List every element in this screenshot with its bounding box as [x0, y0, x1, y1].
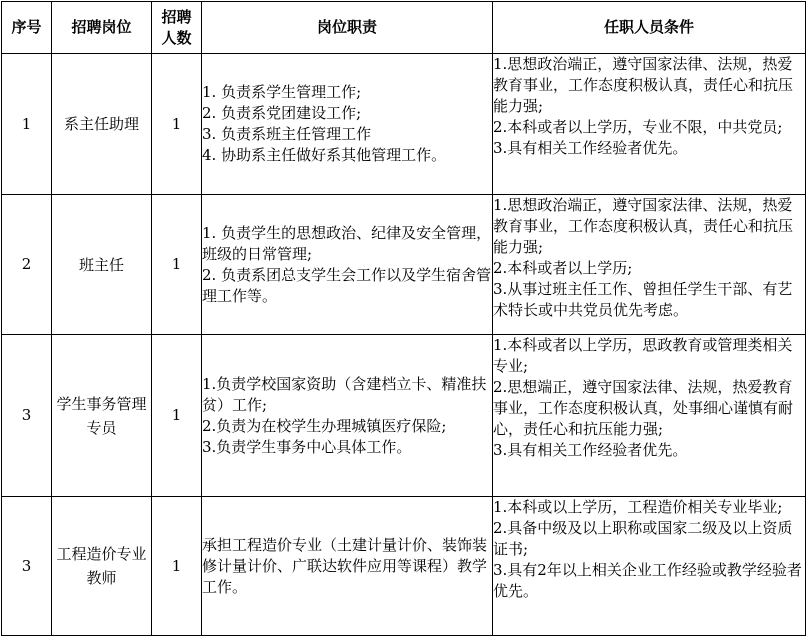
duty-item: 4. 协助系主任做好系其他管理工作。 — [202, 146, 447, 164]
requirement-item: 3.从事过班主任工作、曾担任学生干部、有艺术特长或中共党员优先考虑。 — [493, 280, 793, 319]
position-cell — [52, 54, 152, 195]
duty-item: 2.负责为在校学生办理城镇医疗保险; — [202, 416, 447, 435]
requirements-cell — [493, 54, 806, 195]
header-duties: 岗位职责 — [202, 2, 493, 54]
requirement-item: 3.具有2年以上相关企业工作经验或教学经验者优先。 — [493, 561, 802, 600]
requirement-item: 1.思想政治端正，遵守国家法律、法规，热爱教育事业，工作态度积极认真，责任心和抗压能力强; — [493, 55, 794, 115]
position-cell — [52, 335, 152, 497]
header-headcount-line2: 人数 — [161, 28, 192, 47]
requirement-item: 2.本科或者以上学历，专业不限，中共党员; — [493, 118, 783, 136]
duty-item: 2. 负责系党团建设工作; — [202, 104, 362, 122]
position-name: 系主任助理 — [63, 115, 139, 133]
serial-number-cell: 3 — [2, 335, 52, 497]
duty-item: 1.负责学校国家资助（含建档立卡、精准扶贫）工作; — [202, 374, 487, 414]
position-name: 班主任 — [78, 255, 124, 274]
position-cell — [52, 195, 152, 335]
header-serial-number: 序号 — [2, 2, 52, 54]
serial-number-cell: 2 — [2, 195, 52, 335]
serial-number-cell: 3 — [2, 497, 52, 636]
table-row — [2, 335, 806, 497]
requirement-item: 2.本科或者以上学历; — [493, 259, 633, 277]
duty-item: 2. 负责系团总支学生会工作以及学生宿舍管理工作等。 — [202, 265, 492, 305]
duties-cell — [202, 54, 493, 195]
duties-cell — [202, 335, 493, 497]
duty-item: 3. 负责系班主任管理工作 — [202, 125, 372, 143]
header-position: 招聘岗位 — [52, 2, 152, 54]
requirements-cell — [493, 335, 806, 497]
header-row — [2, 2, 806, 54]
requirement-item: 1.本科或以上学历，工程造价相关专业毕业; — [493, 498, 783, 516]
serial-number-cell: 1 — [2, 54, 52, 195]
headcount-cell: 1 — [152, 195, 202, 335]
requirement-item: 3.具有相关工作经验者优先。 — [493, 441, 688, 459]
position-name: 学生事务管理专员 — [56, 394, 147, 437]
requirement-item: 1.思想政治端正，遵守国家法律、法规，热爱教育事业，工作态度积极认真，责任心和抗压能力强; — [493, 196, 794, 256]
duties-cell — [202, 195, 493, 335]
header-requirements: 任职人员条件 — [493, 2, 806, 54]
requirement-item: 2.思想端正，遵守国家法律、法规，热爱教育事业，工作态度积极认真，处事细心谨慎有耐心，责任心和抗压能力强; — [493, 378, 794, 438]
header-headcount-line1: 招聘 — [161, 7, 192, 26]
requirement-item: 1.本科或者以上学历，思政教育或管理类相关专业; — [493, 336, 793, 375]
position-cell — [52, 497, 152, 636]
duty-item: 3.负责学生事务中心具体工作。 — [202, 437, 412, 456]
duty-item: 1. 负责系学生管理工作; — [202, 83, 362, 101]
position-name: 工程造价专业教师 — [56, 545, 147, 587]
headcount-cell: 1 — [152, 335, 202, 497]
headcount-cell: 1 — [152, 54, 202, 195]
requirements-cell — [493, 497, 806, 636]
duties-cell — [202, 497, 493, 636]
duty-item: 承担工程造价专业（土建计量计价、装饰装修计量计价、广联达软件应用等课程）教学工作。 — [202, 535, 488, 596]
duty-item: 1. 负责学生的思想政治、纪律及安全管理，班级的日常管理; — [202, 223, 492, 263]
requirement-item: 2.具备中级及以上职称或国家二级及以上资质证书; — [493, 519, 793, 558]
header-headcount — [152, 2, 202, 54]
headcount-cell: 1 — [152, 497, 202, 636]
requirements-cell — [493, 195, 806, 335]
table-row — [2, 54, 806, 195]
table-row — [2, 195, 806, 335]
table-row — [2, 497, 806, 636]
recruitment-table — [1, 1, 806, 636]
requirement-item: 3.具有相关工作经验者优先。 — [493, 139, 688, 157]
